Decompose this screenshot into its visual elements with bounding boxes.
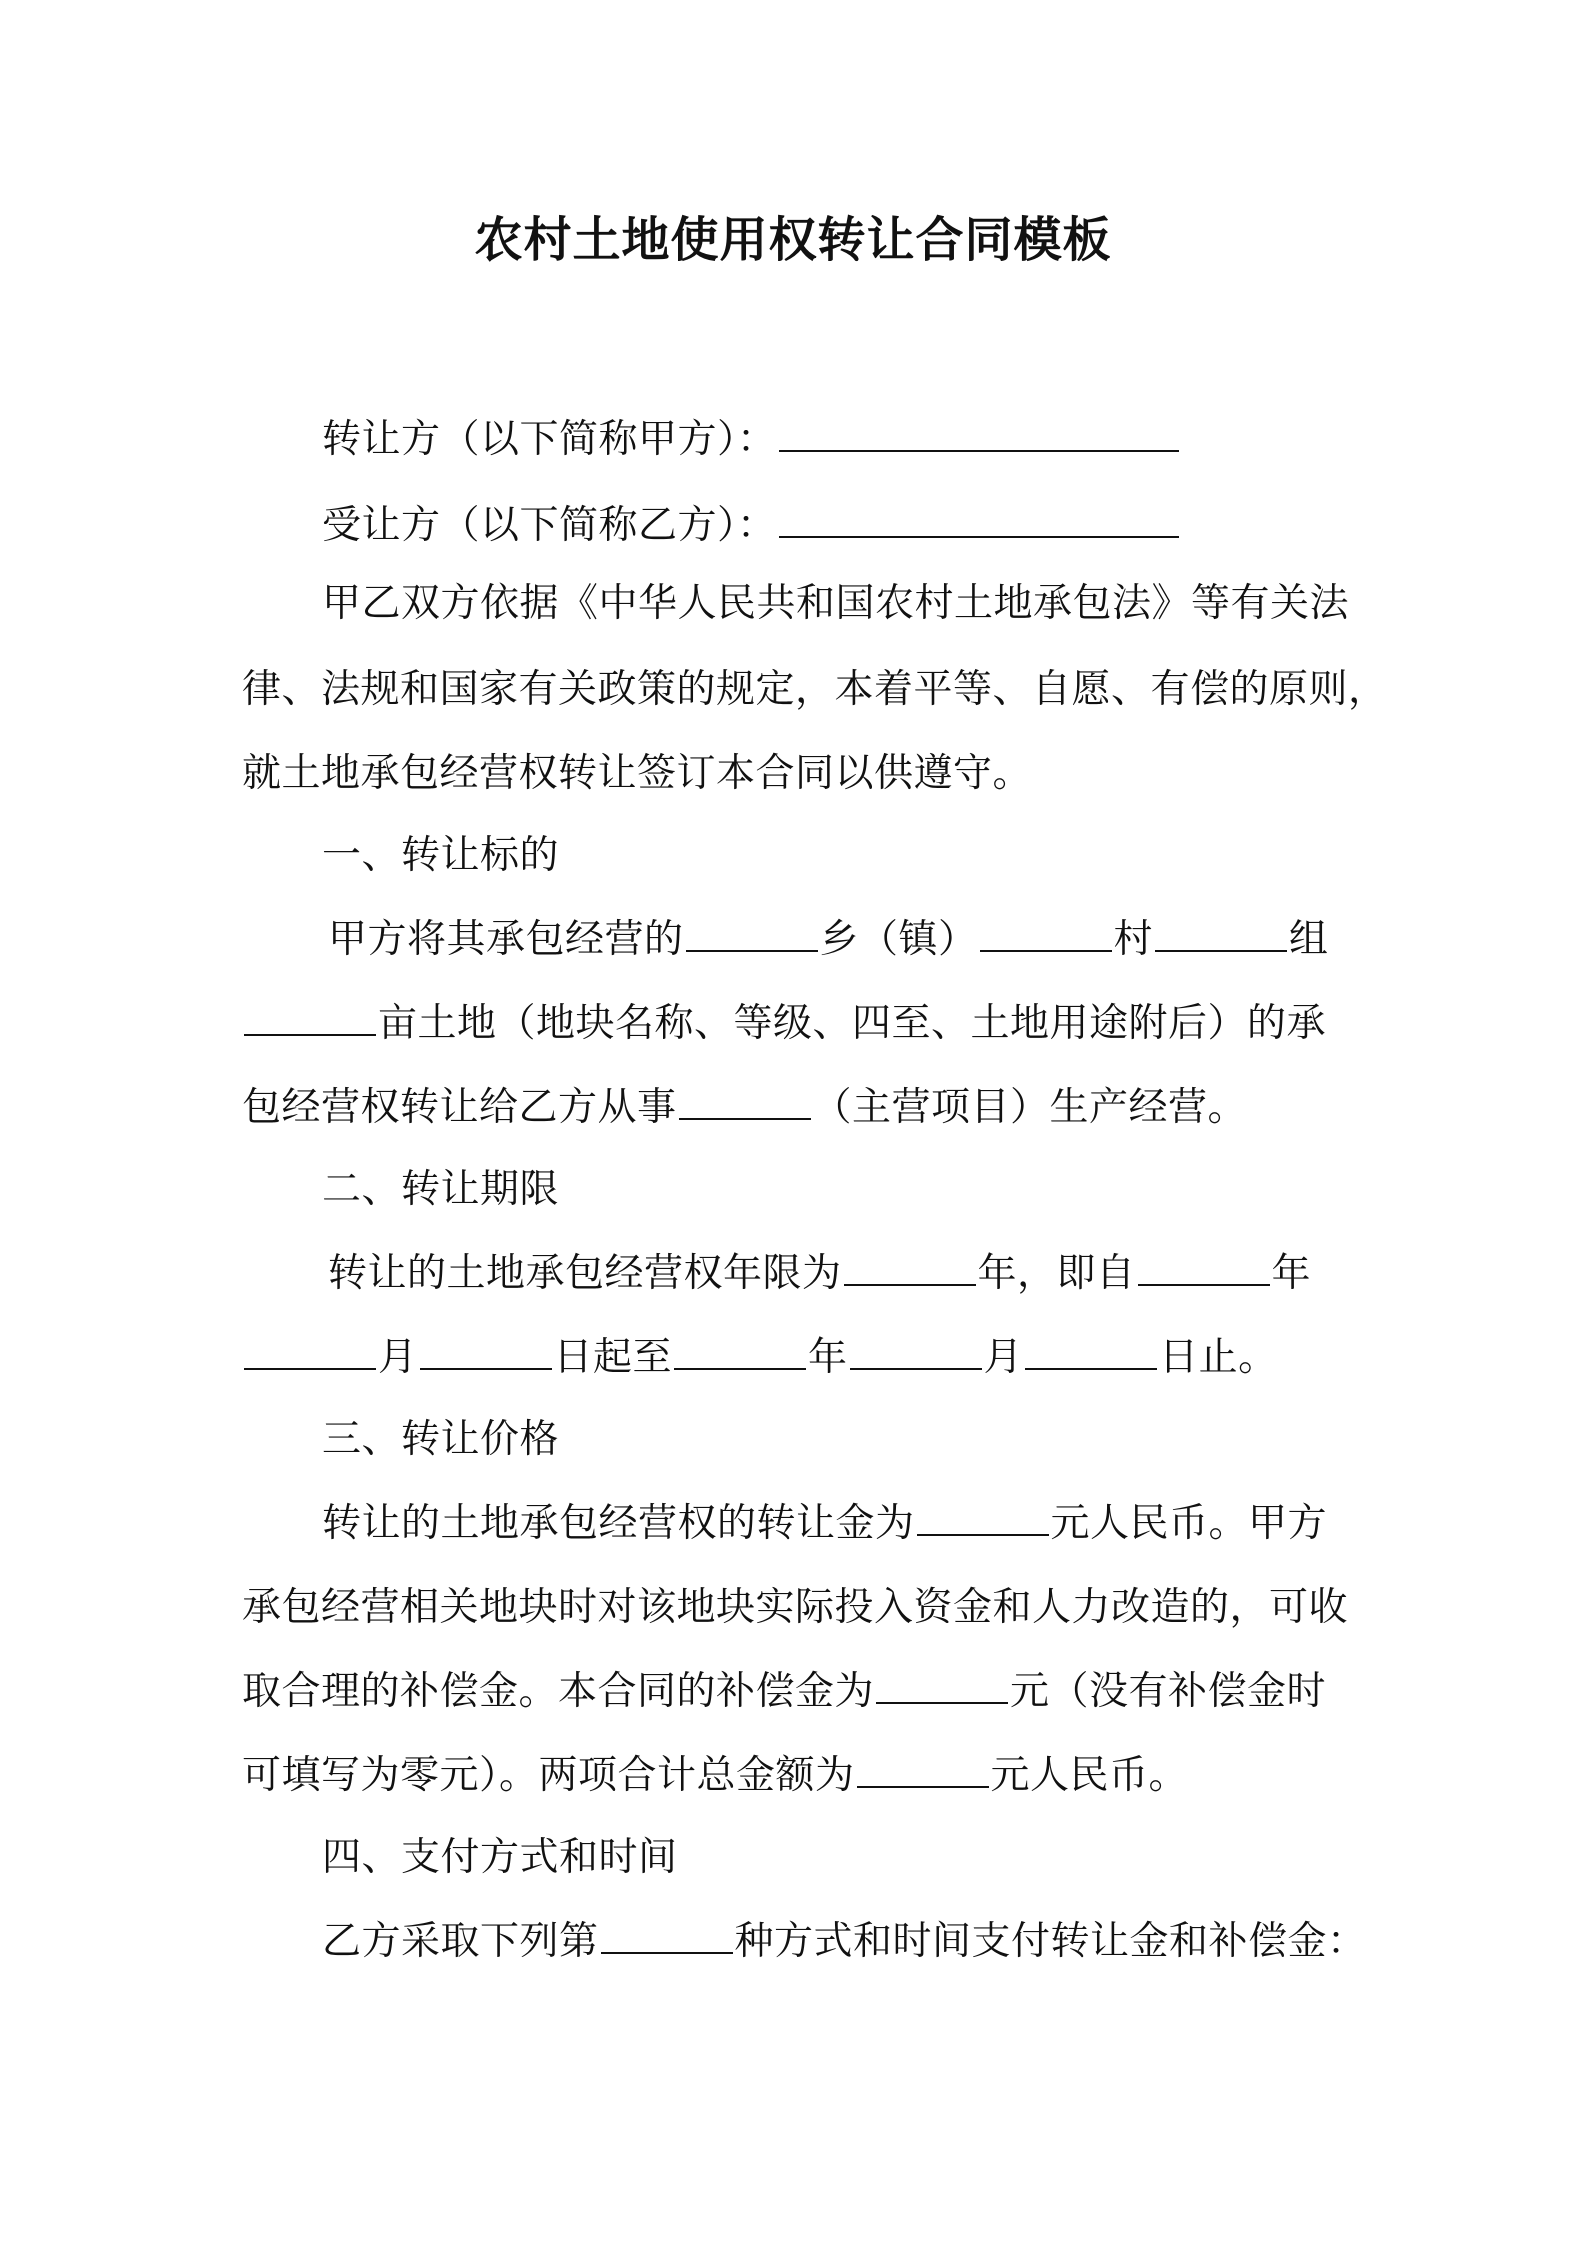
text-span: 取合理的补偿金。本合同的补偿金为: [242, 1669, 875, 1714]
text-span: 元（没有补偿金时: [1010, 1669, 1327, 1714]
text-span: 元人民币。甲方: [1050, 1501, 1328, 1546]
intro-line-1: 甲乙双方依据《中华人民共和国农村土地承包法》等有关法: [322, 581, 1350, 626]
text-span: 日止。: [1159, 1335, 1278, 1380]
section-1-line-3: [242, 1080, 1247, 1136]
section-1-heading: 一、转让标的: [322, 833, 560, 878]
area-blank[interactable]: [244, 1026, 376, 1036]
text-span: 乙方采取下列第: [322, 1919, 599, 1964]
section-1-line-1: [328, 912, 1329, 968]
section-4-heading: 四、支付方式和时间: [322, 1835, 678, 1880]
text-span: 可填写为零元）。两项合计总金额为: [242, 1753, 855, 1798]
end-month-blank[interactable]: [850, 1360, 982, 1370]
end-day-blank[interactable]: [1025, 1360, 1157, 1370]
section-3-line-4: [242, 1748, 1188, 1804]
section-2-line-2: [242, 1330, 1278, 1386]
text-span: 日起至: [553, 1335, 673, 1380]
section-3-line-3: [242, 1664, 1326, 1720]
group-blank[interactable]: [1155, 942, 1287, 952]
intro-line-3: 就土地承包经营权转让签订本合同以供遵守。: [242, 751, 1033, 796]
text-span: 村: [1113, 917, 1154, 962]
intro-line-2: 律、法规和国家有关政策的规定，本着平等、自愿、有偿的原则，: [242, 667, 1388, 712]
section-3-line-1: [322, 1496, 1327, 1552]
main-project-blank[interactable]: [679, 1110, 811, 1120]
party-b-line: [322, 498, 1181, 554]
section-1-line-2: [242, 996, 1326, 1052]
section-3-heading: 三、转让价格: [322, 1417, 560, 1462]
section-4-line-1: [322, 1914, 1367, 1970]
text-span: 转让的土地承包经营权的转让金为: [322, 1501, 915, 1546]
start-year-blank[interactable]: [1138, 1276, 1270, 1286]
text-span: 包经营权转让给乙方从事: [242, 1085, 677, 1130]
start-day-blank[interactable]: [420, 1360, 552, 1370]
section-3-line-2: 承包经营相关地块时对该地块实际投入资金和人力改造的，可收: [242, 1585, 1349, 1630]
village-blank[interactable]: [980, 942, 1112, 952]
term-years-blank[interactable]: [844, 1276, 976, 1286]
text-span: 元人民币。: [990, 1753, 1189, 1798]
text-span: 组: [1289, 917, 1329, 962]
party-a-blank[interactable]: [779, 442, 1179, 452]
text-span: 乡（镇）: [819, 917, 978, 962]
party-b-blank[interactable]: [779, 528, 1179, 538]
text-span: 甲方将其承包经营的: [328, 917, 684, 962]
compensation-blank[interactable]: [876, 1694, 1008, 1704]
text-span: 转让的土地承包经营权年限为: [328, 1251, 842, 1296]
text-span: 月: [983, 1335, 1024, 1380]
text-span: 月: [378, 1335, 418, 1380]
document-title: 农村土地使用权转让合同模板: [474, 212, 1112, 268]
total-amount-blank[interactable]: [857, 1778, 989, 1788]
text-span: （主营项目）生产经营。: [812, 1085, 1248, 1130]
party-a-line: [322, 412, 1181, 468]
section-2-heading: 二、转让期限: [322, 1167, 560, 1212]
text-span: 亩土地（地块名称、等级、四至、土地用途附后）的承: [378, 1001, 1327, 1046]
text-span: 年，即自: [977, 1251, 1136, 1296]
end-year-blank[interactable]: [674, 1360, 806, 1370]
transfer-fee-blank[interactable]: [917, 1526, 1049, 1536]
party-a-label: 转让方（以下简称甲方）：: [322, 417, 777, 462]
party-b-label: 受让方（以下简称乙方）：: [322, 503, 777, 548]
start-month-blank[interactable]: [244, 1360, 376, 1370]
text-span: 年: [1271, 1251, 1312, 1296]
township-blank[interactable]: [686, 942, 818, 952]
text-span: 种方式和时间支付转让金和补偿金：: [734, 1919, 1367, 1964]
text-span: 年: [808, 1335, 848, 1380]
section-2-line-1: [328, 1246, 1311, 1302]
payment-method-blank[interactable]: [601, 1944, 733, 1954]
